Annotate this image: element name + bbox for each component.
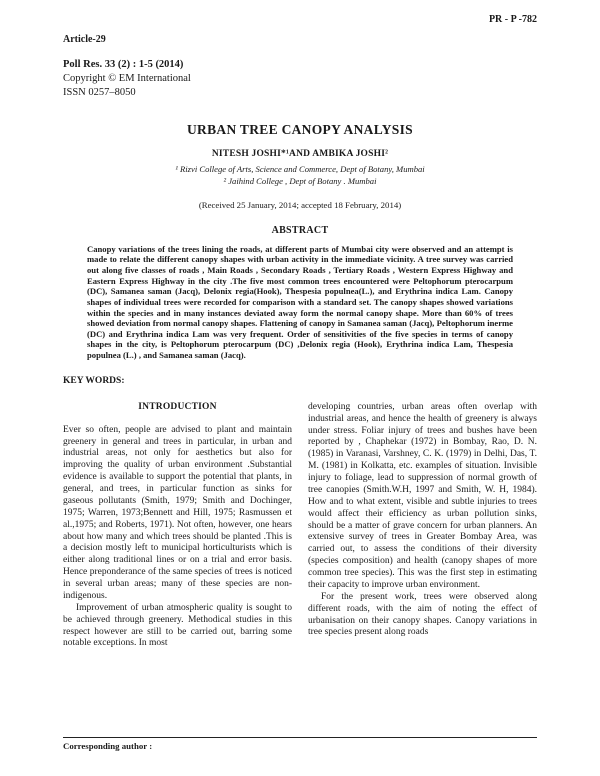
journal-reference: Poll Res. 33 (2) : 1-5 (2014) <box>63 59 184 70</box>
copyright-line: Copyright © EM International <box>63 73 191 85</box>
authors-line: NITESH JOSHI*¹AND AMBIKA JOSHI² <box>211 148 389 159</box>
affiliation-2: ² Jaihind College , Dept of Botany . Mumbai <box>223 175 377 186</box>
left-column <box>63 402 292 651</box>
footnote-area <box>63 737 537 751</box>
issn-line: ISSN 0257–8050 <box>63 87 136 99</box>
abstract-text: Canopy variations of the trees lining the roads, at different parts of Mumbai city were observed and an attempt is made to relate the different canopy shapes with urban activity in the immediate vicinity. A tree survey was carried out along five classes of roads , Main Roads , Secondary Roads , Tertiary Roads , Western Express Highway and Eastern Express Highway in the city .The five most common trees encountered were Peltophorum pterocarpum (DC), Samanea saman (Jacq), Delonix regia(Hook), Thespesia populnea(L.), and Erythrina indica Lam. Canopy shapes of individual trees were recorded for comparison with a standard set. The canopy shapes showed variations within the species and in many instances deviated away form the normal canopy shape. More than 60% of trees showed deviation from normal canopy shapes. Flattening of canopy in Samanea saman (Jacq), Peltophorum inerme (DC) and Erythrina indica Lam was very frequent. Order of sensitivities of the five species in terms of canopy shapes in the city, is Peltophorum pterocarpum (DC) ,Delonix regia (Hook), Erythrina indica Lam, Thespesia populnea (L.) , and Samanea saman (Jacq). <box>87 243 513 361</box>
body-paragraph: For the present work, trees were observed along different roads, with the aim of noting the effect of urbanisation on their canopy shapes. Canopy variations in tree species present along roads <box>308 591 537 638</box>
article-number: Article-29 <box>63 34 106 45</box>
keywords-label: KEY WORDS: <box>63 375 125 386</box>
affiliations <box>63 163 537 187</box>
corresponding-author-note: Corresponding author : <box>63 741 153 751</box>
paper-title: URBAN TREE CANOPY ANALYSIS <box>187 121 413 137</box>
right-column <box>308 402 537 651</box>
body-paragraph: developing countries, urban areas often overlap with industrial areas, and hence the health of greenery is always under stress. Foliar injury of trees and bushes have been reported by , Chaphekar (1972) in Bombay, Rao, D. N. (1985) in Varanasi, Varshney, C. K. (1979) in Delhi, Das, T. M. (1981) in Kolkatta, etc. examples of situation. Invisible injury to foliage, lead to suppression of normal growth of tree canopies (Smith.W.H, 1997 and Smith, W. H, 1984). How and to what extent, visible and subtle injuries to trees would affect their efficiency as urban pollution sinks, should be a matter of grave concern for urban planners. An extensive survey of trees in Greater Bombay Area, was carried out, to assess the conditions of their diversity (species composition) and health (canopy shapes of more common tree species). This was the first step in estimating their capacity to improve urban environment. <box>308 401 537 590</box>
affiliation-1: ¹ Rizvi College of Arts, Science and Commerce, Dept of Botany, Mumbai <box>175 163 425 174</box>
doc-code: PR - P -782 <box>488 14 537 25</box>
introduction-heading: INTRODUCTION <box>138 401 217 412</box>
journal-header <box>63 58 537 101</box>
received-accepted-line: (Received 25 January, 2014; accepted 18 February, 2014) <box>198 199 402 210</box>
body-paragraph: Ever so often, people are advised to plant and maintain greenery in general and trees in particular, in urban and industrial areas, not only for aesthetics but also for improving the quality of urban environment .Substantial evidence is available to support the potential that plants, in general, and trees, in particular function as sinks for gaseous pollutants (Smith, 1979; Smith and Dochinger, 1975; Warren, 1973;Bennett and Hill, 1975; Rasmussen et al.,1975; and Roberts, 1971). Not often, however, one hears about how many and which trees should be planted .This is a decision mostly left to municipal horticulturists which is either along traditional lines or on a trial and error basis. Hence preponderance of the same species of trees is noticed in several urban areas; many of these species are non-indigenous. <box>63 424 292 601</box>
two-column-body <box>63 402 537 651</box>
abstract-heading: ABSTRACT <box>271 224 329 236</box>
body-paragraph: Improvement of urban atmospheric quality is sought to be achieved through greenery. Methodical studies in this respect however are still to be carried out, barring some notable exceptions. In most <box>63 602 292 649</box>
